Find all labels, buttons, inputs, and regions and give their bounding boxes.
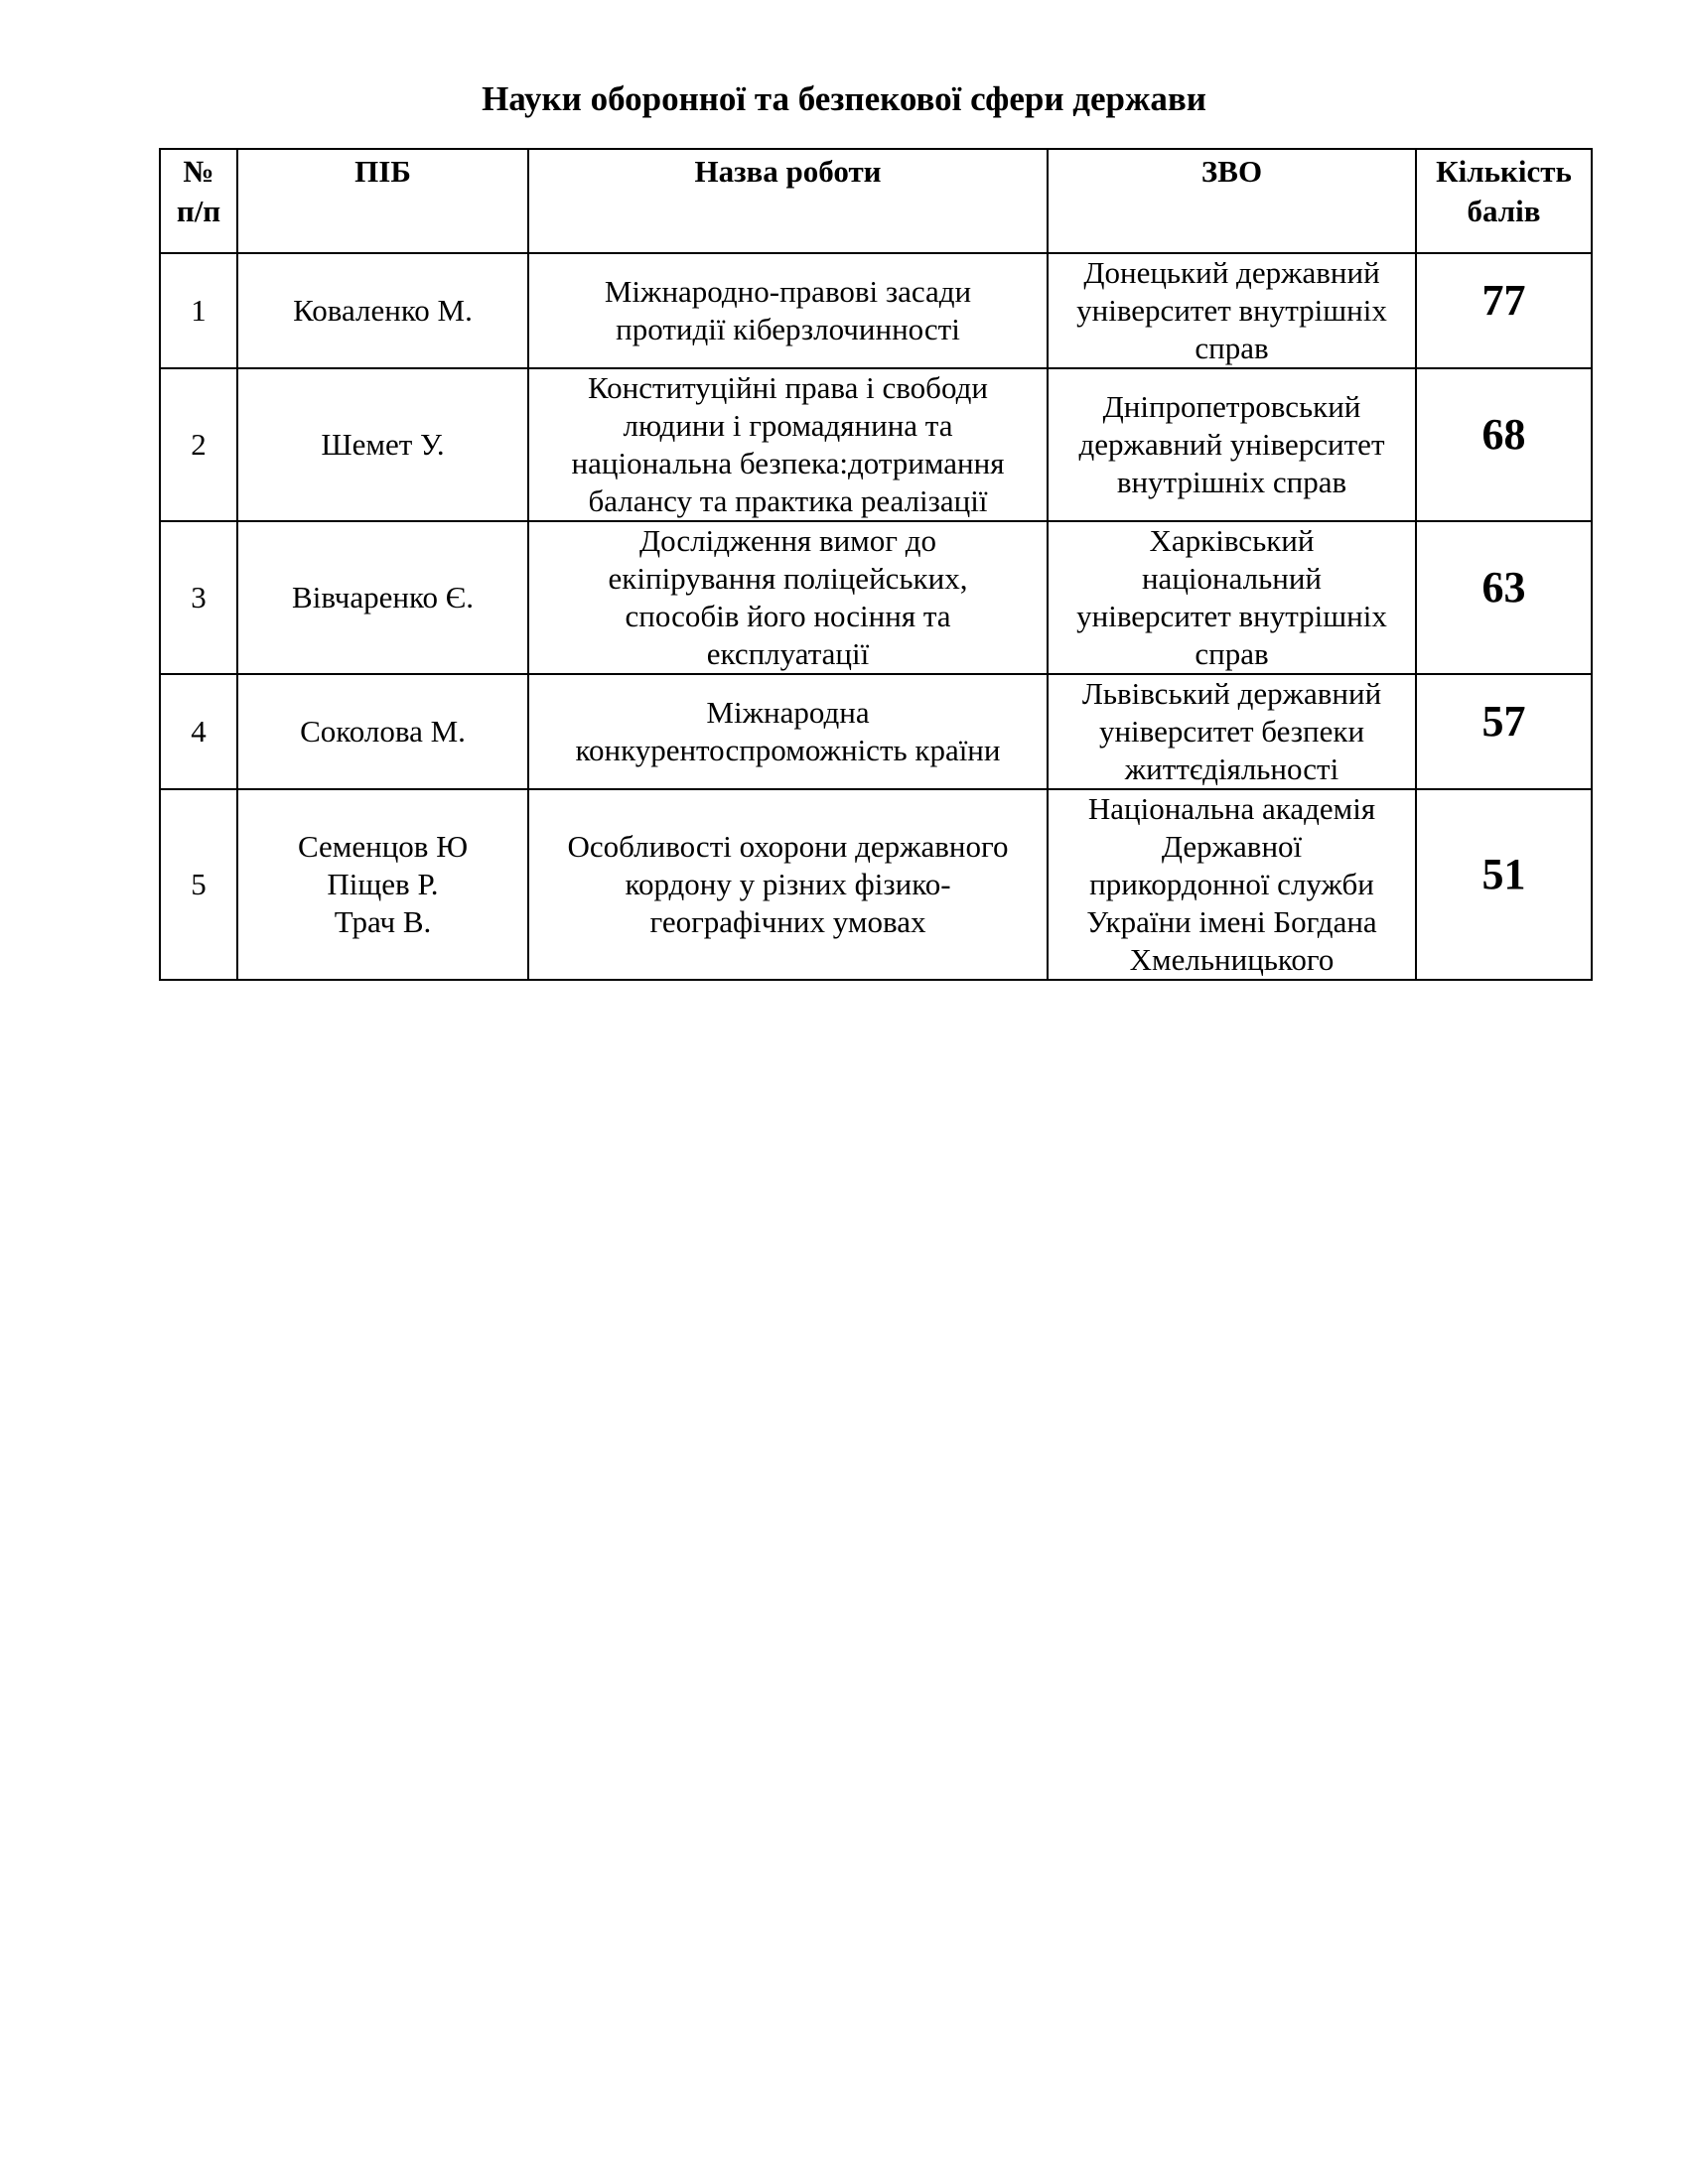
author-name: Шемет У. (321, 427, 445, 462)
cell-score (1416, 789, 1592, 980)
header-university-line: ЗВО (1200, 154, 1263, 189)
score-value: 63 (1481, 563, 1526, 612)
cell-name (237, 521, 528, 674)
cell-university (1048, 521, 1416, 674)
cell-work-title (528, 368, 1048, 521)
header-number (160, 149, 237, 253)
score-value: 51 (1481, 850, 1526, 898)
work-title-line: Конституційні права і свободи (588, 370, 988, 405)
score-value: 77 (1481, 276, 1526, 325)
work-title-line: Міжнародно-правові засади (604, 274, 972, 309)
work-title-line: експлуатації (706, 636, 870, 671)
cell-university (1048, 253, 1416, 368)
university-line: Харківський (1149, 523, 1315, 558)
author-name: Вівчаренко Є. (292, 580, 474, 614)
cell-number: 4 (160, 674, 237, 789)
cell-university (1048, 368, 1416, 521)
score-value: 68 (1481, 410, 1526, 459)
cell-score (1416, 368, 1592, 521)
work-title-line: національна безпека:дотримання (571, 446, 1005, 480)
table-header-row (160, 149, 1592, 253)
university-line: Хмельницького (1129, 942, 1335, 977)
header-work-line: Назва роботи (694, 154, 882, 189)
work-title-line: кордону у різних фізико- (625, 867, 951, 901)
work-title-line: протидії кіберзлочинності (616, 312, 960, 346)
university-line: Донецький державний (1083, 255, 1380, 290)
university-line: державний університет (1078, 427, 1385, 462)
author-name: Соколова М. (300, 714, 466, 749)
table-row (160, 789, 1592, 980)
work-title-line: Особливості охорони державного (567, 829, 1009, 864)
university-line: прикордонної служби (1089, 867, 1374, 901)
university-line: університет внутрішніх (1076, 599, 1387, 633)
header-university (1048, 149, 1416, 253)
work-title-line: балансу та практика реалізації (588, 483, 988, 518)
cell-name (237, 674, 528, 789)
table-row (160, 253, 1592, 368)
university-line: Національна академія (1087, 791, 1376, 826)
work-title-line: конкурентоспроможність країни (575, 733, 1001, 767)
table-row (160, 521, 1592, 674)
university-line: Дніпропетровський (1102, 389, 1361, 424)
cell-name (237, 253, 528, 368)
header-score-line: Кількість (1436, 154, 1572, 189)
work-title-line: людини і громадянина та (623, 408, 953, 443)
header-number-line: № (183, 154, 214, 189)
cell-work-title (528, 789, 1048, 980)
header-work-title (528, 149, 1048, 253)
work-title-line: географічних умовах (649, 904, 926, 939)
author-name: Коваленко М. (293, 293, 473, 328)
score-value: 57 (1481, 697, 1526, 746)
work-title-line: Дослідження вимог до (638, 523, 937, 558)
university-line: життєдіяльності (1124, 751, 1339, 786)
university-line: справ (1195, 636, 1269, 671)
table-row (160, 368, 1592, 521)
university-line: національний (1141, 561, 1323, 596)
work-title-line: способів його носіння та (625, 599, 951, 633)
cell-university (1048, 789, 1416, 980)
author-name: Семенцов Ю (297, 829, 469, 864)
cell-score (1416, 253, 1592, 368)
header-name-line: ПІБ (354, 154, 411, 189)
university-line: Державної (1161, 829, 1303, 864)
cell-name (237, 368, 528, 521)
university-line: університет внутрішніх (1076, 293, 1387, 328)
results-table (159, 148, 1593, 981)
cell-work-title (528, 253, 1048, 368)
cell-number: 1 (160, 253, 237, 368)
cell-score (1416, 521, 1592, 674)
work-title-line: екіпірування поліцейських, (608, 561, 968, 596)
university-line: університет безпеки (1098, 714, 1365, 749)
cell-number: 2 (160, 368, 237, 521)
cell-number: 5 (160, 789, 237, 980)
work-title-line: Міжнародна (706, 695, 870, 730)
document-title: Науки оборонної та безпекової сфери держави (482, 79, 1206, 118)
university-line: України імені Богдана (1086, 904, 1377, 939)
university-line: внутрішніх справ (1116, 465, 1347, 499)
header-score (1416, 149, 1592, 253)
cell-name (237, 789, 528, 980)
university-line: Львівський державний (1081, 676, 1382, 711)
header-number-line: п/п (176, 194, 221, 228)
cell-number: 3 (160, 521, 237, 674)
author-name: Піщев Р. (327, 867, 439, 901)
header-name (237, 149, 528, 253)
header-score-line: балів (1467, 194, 1541, 228)
table-row (160, 674, 1592, 789)
cell-university (1048, 674, 1416, 789)
university-line: справ (1195, 331, 1269, 365)
cell-work-title (528, 521, 1048, 674)
cell-score (1416, 674, 1592, 789)
author-name: Трач В. (334, 904, 432, 939)
cell-work-title (528, 674, 1048, 789)
